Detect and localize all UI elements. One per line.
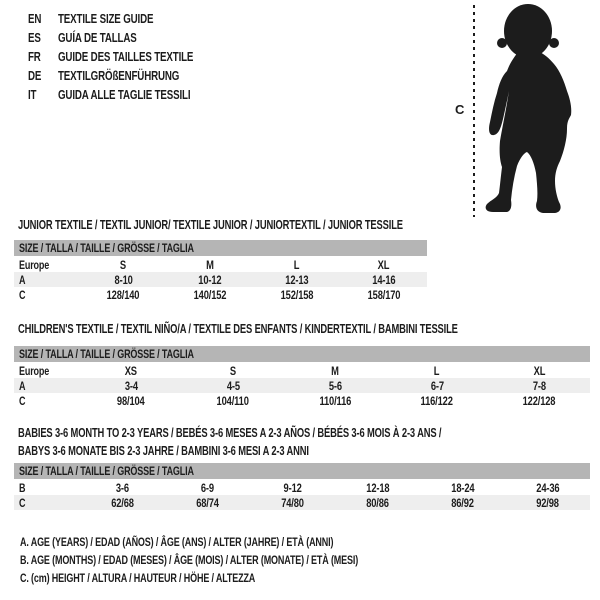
- row-label-cell: B: [19, 480, 26, 495]
- language-code: EN: [28, 11, 42, 26]
- value-cell: 92/98: [536, 495, 559, 510]
- value-cell: 80/86: [366, 495, 389, 510]
- height-measure-line: [473, 5, 475, 217]
- language-code: ES: [28, 30, 41, 45]
- value-cell: XS: [124, 363, 138, 378]
- language-list: [28, 9, 238, 104]
- size-header-bar: SIZE / TALLA / TAILLE / GRÖSSE / TAGLIA: [14, 463, 590, 479]
- row-label-cell: Europe: [19, 363, 50, 378]
- table-row: [14, 287, 427, 302]
- value-cell: 5-6: [328, 378, 342, 393]
- language-label: GUÍA DE TALLAS: [58, 30, 137, 45]
- footnote-a: A. AGE (YEARS) / EDAD (AÑOS) / ÂGE (ANS) / ALTER (JAHRE) / ETÀ (ANNI): [20, 535, 334, 549]
- table-row: [14, 480, 590, 495]
- value-cell: 7-8: [532, 378, 546, 393]
- value-cell: 6-9: [200, 480, 215, 495]
- value-cell: 140/152: [193, 287, 227, 302]
- value-cell: 12-13: [285, 272, 309, 287]
- value-cell: 3-6: [115, 480, 130, 495]
- language-row-fr: [28, 47, 238, 66]
- language-code: DE: [28, 68, 42, 83]
- value-cell: 128/140: [106, 287, 140, 302]
- size-header-bar: SIZE / TALLA / TAILLE / GRÖSSE / TAGLIA: [14, 240, 427, 256]
- table-row: [14, 363, 590, 378]
- value-cell: 6-7: [430, 378, 444, 393]
- value-cell: 4-5: [226, 378, 240, 393]
- language-label: GUIDE DES TAILLES TEXTILE: [58, 49, 194, 64]
- table-row: [14, 378, 590, 393]
- babies-section-heading: BABIES 3-6 MONTH TO 2-3 YEARS / BEBÉS 3-6 MESES A 2-3 AÑOS / BÉBÉS 3-6 MOIS À 2-3 ANS / BABYS 3-6 MONATE BIS 2-3 JAHRE / BAMBINI 3-6 MESI A 2-3 ANNI: [18, 426, 442, 458]
- value-cell: 86/92: [451, 495, 474, 510]
- size-header-bar: SIZE / TALLA / TAILLE / GRÖSSE / TAGLIA: [14, 346, 590, 362]
- row-label-cell: A: [19, 272, 26, 287]
- babies-size-table: [14, 463, 590, 510]
- row-label-cell: Europe: [19, 257, 50, 272]
- table-row: [14, 495, 590, 510]
- value-cell: 116/122: [420, 393, 454, 408]
- footnote-b: B. AGE (MONTHS) / EDAD (MESES) / ÂGE (MOIS) / ALTER (MONATE) / ETÀ (MESI): [20, 553, 359, 567]
- value-cell: 24-36: [535, 480, 560, 495]
- height-measure-label: C: [455, 102, 465, 117]
- row-label-cell: C: [19, 393, 26, 408]
- value-cell: M: [206, 257, 214, 272]
- value-cell: S: [120, 257, 127, 272]
- value-cell: XL: [533, 363, 545, 378]
- value-cell: 74/80: [281, 495, 304, 510]
- language-code: IT: [28, 87, 37, 102]
- children-section-heading: CHILDREN'S TEXTILE / TEXTIL NIÑO/A / TEXTILE DES ENFANTS / KINDERTEXTIL / BAMBINI TESSILE: [18, 322, 458, 336]
- value-cell: 98/104: [117, 393, 145, 408]
- value-cell: 9-12: [283, 480, 302, 495]
- value-cell: S: [229, 363, 237, 378]
- footnotes: [20, 533, 471, 587]
- value-cell: L: [434, 363, 440, 378]
- junior-size-table: [14, 240, 427, 302]
- value-cell: 152/158: [280, 287, 314, 302]
- table-row: [14, 393, 590, 408]
- language-row-it: [28, 85, 238, 104]
- value-cell: 68/74: [196, 495, 219, 510]
- row-label-cell: A: [19, 378, 26, 393]
- language-label: TEXTILE SIZE GUIDE: [58, 11, 154, 26]
- language-label: GUIDA ALLE TAGLIE TESSILI: [58, 87, 191, 102]
- table-row: [14, 257, 427, 272]
- language-code: FR: [28, 49, 41, 64]
- value-cell: 12-18: [365, 480, 390, 495]
- value-cell: 10-12: [198, 272, 222, 287]
- baby-silhouette-icon: [481, 3, 597, 215]
- value-cell: XL: [377, 257, 390, 272]
- value-cell: 158/170: [367, 287, 400, 302]
- value-cell: 14-16: [372, 272, 396, 287]
- row-label-cell: C: [19, 287, 26, 302]
- value-cell: 122/128: [522, 393, 556, 408]
- value-cell: 104/110: [216, 393, 250, 408]
- value-cell: M: [331, 363, 339, 378]
- table-row: [14, 272, 427, 287]
- language-label: TEXTILGRÖßENFÜHRUNG: [58, 68, 180, 83]
- children-size-table: [14, 346, 590, 408]
- language-row-es: [28, 28, 238, 47]
- value-cell: L: [294, 257, 300, 272]
- language-row-en: [28, 9, 238, 28]
- value-cell: 3-4: [124, 378, 138, 393]
- value-cell: 110/116: [319, 393, 351, 408]
- row-label-cell: C: [19, 495, 26, 510]
- value-cell: 62/68: [111, 495, 134, 510]
- value-cell: 8-10: [114, 272, 133, 287]
- value-cell: 18-24: [450, 480, 475, 495]
- language-row-de: [28, 66, 238, 85]
- junior-section-heading: JUNIOR TEXTILE / TEXTIL JUNIOR/ TEXTILE JUNIOR / JUNIORTEXTIL / JUNIOR TESSILE: [18, 218, 403, 232]
- footnote-c: C. (cm) HEIGHT / ALTURA / HAUTEUR / HÖHE / ALTEZZA: [20, 571, 256, 585]
